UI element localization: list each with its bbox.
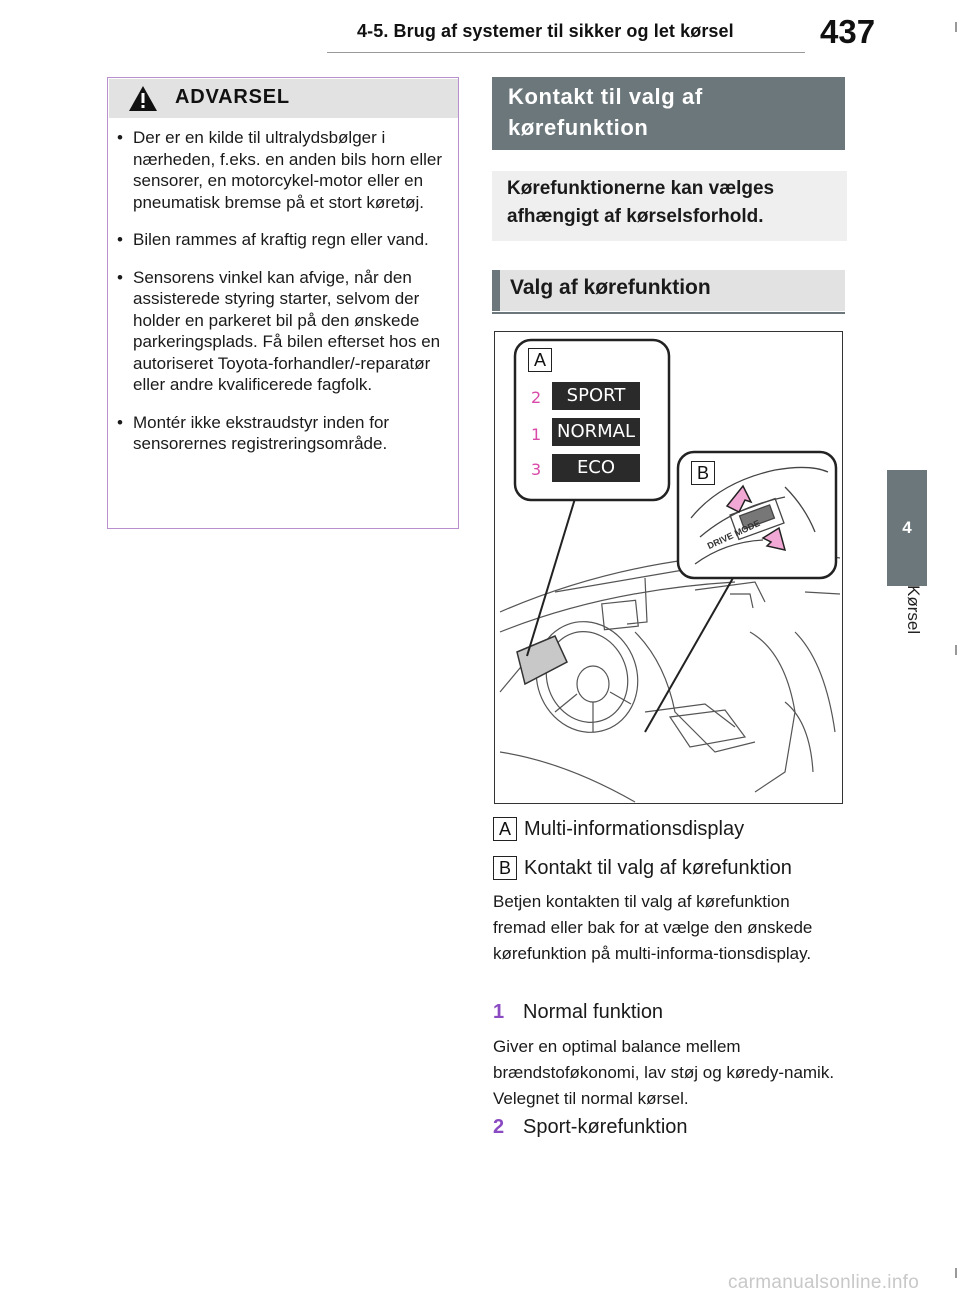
warning-title: ADVARSEL <box>175 86 290 108</box>
chapter-label: Kørsel <box>904 585 923 635</box>
mode-number: 2 <box>531 388 542 407</box>
subheading-rule <box>492 312 845 314</box>
warning-item: • Montér ikke ekstraudstyr inden for sensorernes registreringsområde. <box>113 412 453 455</box>
drive-mode-illustration <box>494 331 843 804</box>
legend-text-b: Kontakt til valg af kørefunktion <box>524 857 792 879</box>
edge-tick <box>955 645 957 655</box>
subheading-accent <box>492 270 500 311</box>
chapter-number: 4 <box>902 518 912 537</box>
warning-list <box>113 127 453 471</box>
warning-item: • Sensorens vinkel kan afvige, når den assisterede styring starter, selvom der holder en parkeret bil på den ønskede parkeringsplads. Få bilen efterset hos en autoriseret Toyota-forhandler/-reparatør eller andre kvalificerede fagfolk. <box>113 267 453 396</box>
warning-item: • Der er en kilde til ultralydsbølger i nærheden, f.eks. en anden bils horn eller sensorer, en motorcykel-motor eller en pneumatisk bremse på et stort køretøj. <box>113 127 453 213</box>
item-title: Normal funktion <box>523 1001 664 1023</box>
illustration-label-a: A <box>528 348 552 372</box>
watermark: carmanualsonline.info <box>728 1272 920 1293</box>
edge-tick <box>955 1268 957 1278</box>
header-divider <box>327 52 805 53</box>
item-description: Giver en optimal balance mellem brændstoføkonomi, lav støj og køredy-namik. Velegnet til normal kørsel. <box>493 1037 835 1108</box>
legend-label-a: A <box>493 817 517 841</box>
mode-normal-badge: NORMAL <box>552 418 640 446</box>
mode-eco-badge: ECO <box>552 454 640 482</box>
car-interior-drawing <box>495 332 842 803</box>
legend-text-a: Multi-informationsdisplay <box>524 818 745 840</box>
section-title: 4-5. Brug af systemer til sikker og let kørsel <box>357 21 734 41</box>
mode-number: 3 <box>531 460 542 479</box>
page-number: 437 <box>820 13 876 50</box>
illustration-label-b: B <box>691 461 715 485</box>
warning-item: • Bilen rammes af kraftig regn eller vand. <box>113 229 453 251</box>
subheading: Valg af kørefunktion <box>510 276 711 299</box>
instruction-paragraph: Betjen kontakten til valg af kørefunktion fremad eller bak for at vælge den ønskede kørefunktion på multi-informa-tionsdisplay. <box>493 892 813 963</box>
section-heading: Kontakt til valg af kørefunktion <box>508 84 703 140</box>
legend-label-b: B <box>493 856 517 880</box>
item-number: 1 <box>493 1001 505 1023</box>
switch-label: DRIVE MODE <box>705 517 762 552</box>
mode-number: 1 <box>531 425 542 444</box>
item-title: Sport-kørefunktion <box>523 1116 688 1138</box>
edge-tick <box>955 22 957 32</box>
intro-text: Kørefunktionerne kan vælges afhængigt af kørselsforhold. <box>507 178 775 227</box>
warning-triangle-icon <box>128 85 158 112</box>
mode-sport-badge: SPORT <box>552 382 640 410</box>
item-number: 2 <box>493 1116 505 1138</box>
